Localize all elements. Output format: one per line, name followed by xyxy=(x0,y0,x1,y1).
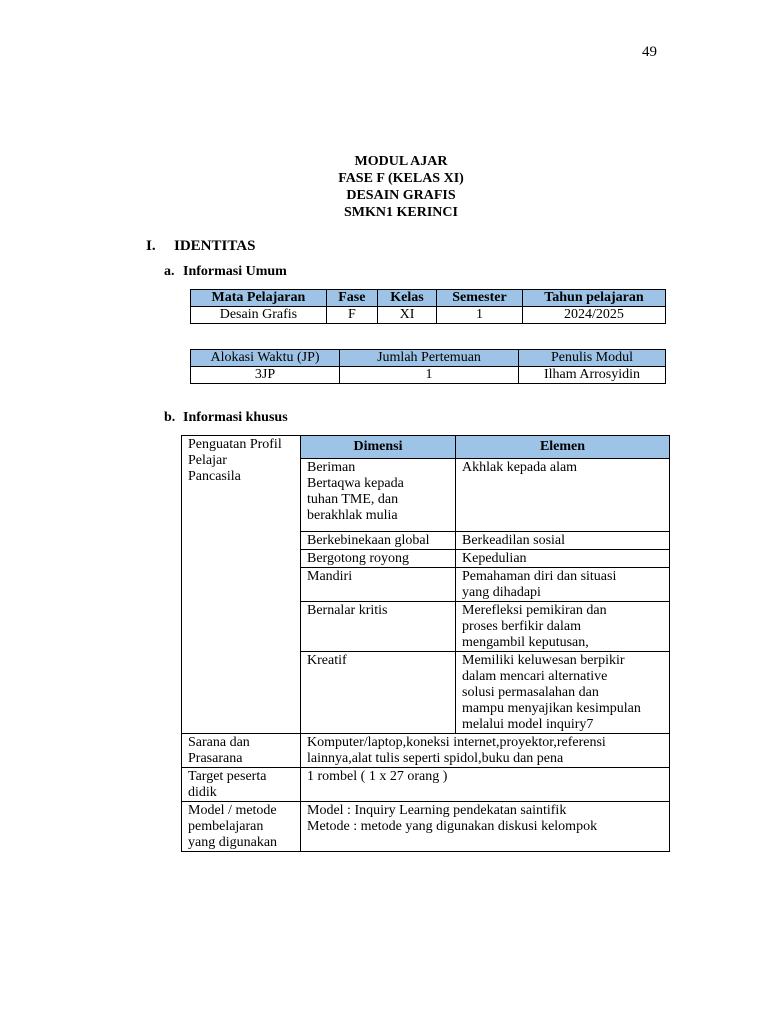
header-kelas: Kelas xyxy=(377,290,436,307)
profil-label-line: Pelajar xyxy=(188,453,227,468)
section-number: I. xyxy=(146,238,156,254)
cell-alokasi-waktu: 3JP xyxy=(191,367,340,384)
table-header-row xyxy=(191,290,666,307)
dimensi-line: tuhan TME, dan xyxy=(307,492,399,507)
elemen-line: Merefleksi pemikiran dan xyxy=(462,603,607,618)
header-dimensi: Dimensi xyxy=(301,436,456,459)
title-line-4: SMKN1 KERINCI xyxy=(344,205,458,220)
sarana-label-line: Sarana dan xyxy=(188,735,250,750)
elemen-line: yang dihadapi xyxy=(462,585,541,600)
dimensi-line: berakhlak mulia xyxy=(307,508,398,523)
elemen-line: mampu menyajikan kesimpulan xyxy=(462,701,641,716)
page-number: 49 xyxy=(642,44,657,60)
cell-dimensi xyxy=(301,459,456,532)
cell-elemen xyxy=(456,459,670,532)
model-value-line: Model : Inquiry Learning pendekatan saintifik xyxy=(307,803,567,818)
header-semester: Semester xyxy=(437,290,523,307)
cell-elemen: Berkeadilan sosial xyxy=(456,532,670,550)
model-label-line: Model / metode xyxy=(188,803,277,818)
cell-semester: 1 xyxy=(437,307,523,324)
module-title xyxy=(0,153,768,221)
cell-sarana-label xyxy=(182,734,301,768)
header-jumlah-pertemuan: Jumlah Pertemuan xyxy=(340,350,519,367)
elemen-line: Memiliki keluwesan berpikir xyxy=(462,653,625,668)
cell-jumlah-pertemuan: 1 xyxy=(340,367,519,384)
title-line-3: DESAIN GRAFIS xyxy=(346,188,456,203)
model-label-line: yang digunakan xyxy=(188,835,278,850)
sub-heading-informasi-umum xyxy=(164,264,287,280)
title-line-1: MODUL AJAR xyxy=(354,154,448,169)
cell-elemen xyxy=(456,568,670,602)
cell-dimensi: Bernalar kritis xyxy=(301,602,456,652)
cell-fase: F xyxy=(326,307,377,324)
cell-tahun-pelajaran: 2024/2025 xyxy=(522,307,665,324)
dimensi-line: Beriman xyxy=(307,460,356,475)
elemen-line: solusi permasalahan dan xyxy=(462,685,599,700)
table-row xyxy=(191,367,666,384)
sarana-label-line: Prasarana xyxy=(188,751,243,766)
section-heading-identitas xyxy=(146,238,255,255)
target-label-line: Target peserta xyxy=(188,769,267,784)
cell-model-label xyxy=(182,802,301,852)
header-mata-pelajaran: Mata Pelajaran xyxy=(191,290,327,307)
elemen-line: mengambil keputusan, xyxy=(462,635,589,650)
cell-dimensi: Kreatif xyxy=(301,652,456,734)
table-informasi-khusus xyxy=(181,435,670,852)
model-label-line: pembelajaran xyxy=(188,819,264,834)
profil-label-line: Pancasila xyxy=(188,469,241,484)
table-header-row xyxy=(191,350,666,367)
header-alokasi-waktu: Alokasi Waktu (JP) xyxy=(191,350,340,367)
sub-heading-label: Informasi Umum xyxy=(183,264,287,279)
cell-model-value xyxy=(301,802,670,852)
cell-penulis-modul: Ilham Arrosyidin xyxy=(519,367,666,384)
header-tahun-pelajaran: Tahun pelajaran xyxy=(522,290,665,307)
header-fase: Fase xyxy=(326,290,377,307)
sub-heading-informasi-khusus xyxy=(164,410,288,426)
table-row xyxy=(182,768,670,802)
cell-elemen xyxy=(456,602,670,652)
table-alokasi-waktu xyxy=(190,349,666,384)
elemen-line: Pemahaman diri dan situasi xyxy=(462,569,617,584)
cell-mata-pelajaran: Desain Grafis xyxy=(191,307,327,324)
cell-elemen: Kepedulian xyxy=(456,550,670,568)
elemen-line: proses berfikir dalam xyxy=(462,619,581,634)
table-header-row xyxy=(182,436,670,459)
profil-label-line: Penguatan Profil xyxy=(188,437,282,452)
cell-dimensi: Mandiri xyxy=(301,568,456,602)
elemen-line: Akhlak kepada alam xyxy=(462,460,578,475)
elemen-line: melalui model inquiry7 xyxy=(462,717,594,732)
target-label-line: didik xyxy=(188,785,217,800)
cell-profil-label xyxy=(182,436,301,734)
table-row xyxy=(182,802,670,852)
header-penulis-modul: Penulis Modul xyxy=(519,350,666,367)
cell-target-value xyxy=(301,768,670,802)
title-line-2: FASE F (KELAS XI) xyxy=(338,171,464,186)
section-label: IDENTITAS xyxy=(174,238,256,254)
cell-sarana-value xyxy=(301,734,670,768)
cell-elemen xyxy=(456,652,670,734)
cell-kelas: XI xyxy=(377,307,436,324)
dimensi-line: Bertaqwa kepada xyxy=(307,476,404,491)
cell-dimensi: Berkebinekaan global xyxy=(301,532,456,550)
sub-heading-letter: b. xyxy=(164,410,176,425)
sarana-value-line: Komputer/laptop,koneksi internet,proyektor,referensi xyxy=(307,735,606,750)
model-value-line: Metode : metode yang digunakan diskusi kelompok xyxy=(307,819,598,834)
table-informasi-umum xyxy=(190,289,666,324)
target-value-line: 1 rombel ( 1 x 27 orang ) xyxy=(307,769,448,784)
cell-target-label xyxy=(182,768,301,802)
table-row xyxy=(182,734,670,768)
cell-dimensi: Bergotong royong xyxy=(301,550,456,568)
sub-heading-letter: a. xyxy=(164,264,175,279)
header-elemen: Elemen xyxy=(456,436,670,459)
table-row xyxy=(191,307,666,324)
sub-heading-label: Informasi khusus xyxy=(183,410,288,425)
elemen-line: dalam mencari alternative xyxy=(462,669,608,684)
sarana-value-line: lainnya,alat tulis seperti spidol,buku dan pena xyxy=(307,751,564,766)
